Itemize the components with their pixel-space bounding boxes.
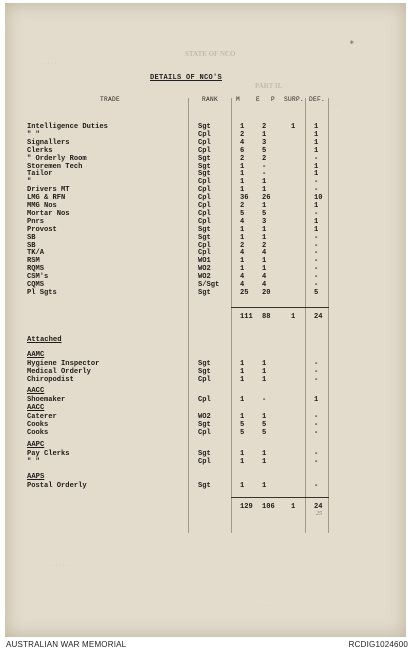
row-rank: Sgt (198, 162, 211, 171)
table-row (5, 289, 406, 297)
row-trade: LMG & RFN (27, 194, 66, 203)
row-m: 1 (240, 123, 245, 131)
subtotal-rule (231, 307, 329, 308)
row-p: 5 (262, 428, 267, 437)
table-row (5, 226, 406, 234)
row-trade: MMG Nos (27, 202, 57, 210)
row-rank: Sgt (198, 170, 211, 179)
table-row (5, 123, 406, 131)
table-row (5, 131, 406, 139)
row-def: - (314, 178, 319, 187)
row-p: 1 (262, 412, 267, 421)
table-row (5, 450, 406, 458)
row-trade: Pnrs (27, 217, 45, 226)
total-m: 129 (240, 503, 253, 511)
subtotal-row (5, 313, 406, 321)
row-def: 1 (314, 123, 319, 131)
row-p: 2 (262, 154, 267, 163)
row-def: 1 (314, 130, 319, 139)
table-row (5, 147, 406, 155)
table-row (5, 170, 406, 178)
page-title: DETAILS OF NCO'S (150, 74, 223, 82)
pencil-annotation: 25 (316, 511, 322, 517)
row-m: 5 (240, 420, 245, 429)
row-def: - (314, 257, 319, 266)
row-def: 1 (314, 138, 319, 147)
row-trade: Shoemaker (27, 395, 66, 404)
row-def: - (314, 481, 319, 490)
row-rank: WO2 (198, 265, 211, 274)
row-p: 2 (262, 241, 267, 250)
ghost-part-heading: PART II. (255, 82, 283, 90)
row-m: 4 (240, 273, 245, 282)
row-rank: Cpl (198, 249, 211, 258)
row-def: - (314, 273, 319, 282)
row-trade: CQMS (27, 281, 45, 289)
total-def: 24 (314, 503, 323, 511)
row-p: - (262, 170, 267, 179)
row-trade: Intelligence Duties (27, 123, 108, 131)
row-p: - (262, 395, 267, 404)
row-def: - (314, 241, 319, 250)
subtotal-surplus: 1 (291, 313, 296, 321)
row-def: - (314, 449, 319, 458)
total-rule (231, 497, 329, 498)
header-m: M (236, 96, 241, 103)
table-row (5, 163, 406, 171)
header-surplus: SURP. (284, 96, 305, 103)
row-m: 1 (240, 449, 245, 458)
row-trade: Pl Sgts (27, 288, 57, 297)
row-def: - (314, 281, 319, 289)
row-p: 1 (262, 202, 267, 210)
attached-label: Attached (27, 336, 62, 344)
row-rank: Cpl (198, 209, 211, 218)
row-def: 1 (314, 202, 319, 210)
row-surplus: 1 (291, 123, 296, 131)
row-trade: SB (27, 233, 36, 242)
row-def: - (314, 428, 319, 437)
row-p: 1 (262, 375, 267, 384)
row-m: 5 (240, 428, 245, 437)
row-rank: Sgt (198, 481, 211, 490)
row-def: - (314, 420, 319, 429)
row-p: 4 (262, 273, 267, 282)
table-row (5, 249, 406, 257)
row-rank: Cpl (198, 428, 211, 437)
header-p: P (271, 96, 276, 103)
ghost-text: · · · · · · · · · (45, 563, 75, 569)
table-row (5, 210, 406, 218)
row-p: 1 (262, 457, 267, 466)
table-row (5, 482, 406, 490)
row-def: 1 (314, 217, 319, 226)
row-rank: Sgt (198, 367, 211, 376)
row-trade: Cooks (27, 428, 49, 437)
footer-source: AUSTRALIAN WAR MEMORIAL (6, 640, 127, 649)
table-row (5, 265, 406, 273)
row-trade: CSM's (27, 273, 49, 282)
group-label: AAPC (27, 441, 45, 449)
row-def: 1 (314, 162, 319, 171)
row-def: - (314, 412, 319, 421)
row-p: - (262, 162, 267, 171)
table-row (5, 155, 406, 163)
row-def: - (314, 249, 319, 258)
row-m: 1 (240, 367, 245, 376)
row-m: 2 (240, 202, 245, 210)
row-p: 5 (262, 146, 267, 155)
row-m: 36 (240, 194, 249, 203)
header-trade: TRADE (100, 96, 121, 103)
row-rank: Cpl (198, 130, 211, 139)
row-trade: " " (27, 457, 40, 466)
table-row (5, 194, 406, 202)
row-rank: Cpl (198, 457, 211, 466)
row-p: 1 (262, 265, 267, 274)
row-trade: RQMS (27, 265, 45, 274)
row-m: 1 (240, 178, 245, 187)
row-def: 1 (314, 170, 319, 179)
table-row (5, 273, 406, 281)
row-rank: Cpl (198, 395, 211, 404)
subtotal-p: 88 (262, 313, 271, 321)
row-def: 1 (314, 225, 319, 234)
table-row (5, 413, 406, 421)
table-row (5, 257, 406, 265)
row-m: 4 (240, 138, 245, 147)
row-m: 6 (240, 146, 245, 155)
row-m: 2 (240, 241, 245, 250)
row-rank: Sgt (198, 154, 211, 163)
group-label: AACC (27, 387, 45, 395)
row-trade: Drivers MT (27, 186, 70, 195)
total-p: 106 (262, 503, 275, 511)
row-m: 4 (240, 281, 245, 289)
row-rank: Sgt (198, 225, 211, 234)
row-trade: Cooks (27, 420, 49, 429)
row-rank: Sgt (198, 123, 211, 131)
table-row (5, 178, 406, 186)
row-p: 1 (262, 367, 267, 376)
row-p: 3 (262, 138, 267, 147)
row-p: 5 (262, 209, 267, 218)
row-def: - (314, 186, 319, 195)
row-p: 4 (262, 249, 267, 258)
row-rank: Cpl (198, 138, 211, 147)
row-trade: Hygiene Inspector (27, 359, 100, 368)
row-def: - (314, 209, 319, 218)
row-rank: Cpl (198, 202, 211, 210)
row-rank: Cpl (198, 375, 211, 384)
row-trade: " (27, 178, 32, 187)
row-rank: Sgt (198, 288, 211, 297)
row-def: - (314, 154, 319, 163)
row-m: 1 (240, 359, 245, 368)
group-label: AAMC (27, 351, 45, 359)
row-trade: " " (27, 130, 40, 139)
row-trade: SB (27, 241, 36, 250)
table-row (5, 139, 406, 147)
row-m: 1 (240, 265, 245, 274)
row-trade: " Orderly Room (27, 154, 87, 163)
document-sheet (5, 3, 406, 637)
table-row (5, 234, 406, 242)
row-p: 5 (262, 420, 267, 429)
stamp-mark: ✻ (350, 39, 354, 46)
row-rank: Cpl (198, 194, 211, 203)
row-p: 1 (262, 359, 267, 368)
table-row (5, 429, 406, 437)
row-p: 1 (262, 449, 267, 458)
row-trade: Pay Clerks (27, 449, 70, 458)
row-p: 1 (262, 130, 267, 139)
row-m: 1 (240, 233, 245, 242)
row-p: 1 (262, 481, 267, 490)
row-def: - (314, 359, 319, 368)
row-m: 1 (240, 186, 245, 195)
ghost-state-heading: STATE OF NCO (185, 50, 236, 58)
row-trade: Signallers (27, 138, 70, 147)
row-rank: WO1 (198, 257, 211, 266)
ghost-text: · · · · · · (37, 61, 57, 67)
table-row (5, 368, 406, 376)
group-label: AAPS (27, 473, 45, 481)
table-row (5, 202, 406, 210)
row-trade: Mortar Nos (27, 209, 70, 218)
row-trade: TK/A (27, 249, 45, 258)
row-trade: Provost (27, 225, 57, 234)
table-row (5, 360, 406, 368)
row-p: 3 (262, 217, 267, 226)
row-m: 1 (240, 375, 245, 384)
row-rank: Cpl (198, 241, 211, 250)
row-m: 1 (240, 170, 245, 179)
row-m: 5 (240, 209, 245, 218)
row-trade: Tailor (27, 170, 53, 179)
table-row (5, 218, 406, 226)
table-row (5, 396, 406, 404)
row-rank: Cpl (198, 178, 211, 187)
row-def: 1 (314, 395, 319, 404)
row-rank: Cpl (198, 217, 211, 226)
table-row (5, 281, 406, 289)
ghost-text: · · · · · (325, 103, 341, 109)
total-row (5, 503, 406, 511)
row-trade: Chiropodist (27, 375, 74, 384)
row-p: 1 (262, 178, 267, 187)
row-p: 26 (262, 194, 271, 203)
row-rank: WO2 (198, 273, 211, 282)
row-m: 4 (240, 249, 245, 258)
row-m: 1 (240, 162, 245, 171)
subtotal-m: 111 (240, 313, 253, 321)
row-m: 2 (240, 154, 245, 163)
table-row (5, 376, 406, 384)
row-m: 25 (240, 288, 249, 297)
row-def: 1 (314, 146, 319, 155)
row-m: 1 (240, 412, 245, 421)
row-rank: Cpl (198, 186, 211, 195)
row-rank: Sgt (198, 420, 211, 429)
table-row (5, 186, 406, 194)
row-m: 1 (240, 257, 245, 266)
row-p: 1 (262, 257, 267, 266)
row-p: 20 (262, 288, 271, 297)
footer-id: RCDIG1024600 (348, 640, 408, 649)
table-row (5, 242, 406, 250)
row-def: - (314, 457, 319, 466)
ghost-text: · · · · · (255, 603, 271, 609)
row-trade: Medical Orderly (27, 367, 91, 376)
row-p: 1 (262, 233, 267, 242)
row-p: 2 (262, 123, 267, 131)
row-m: 1 (240, 225, 245, 234)
header-e: E (256, 96, 261, 103)
row-rank: Sgt (198, 449, 211, 458)
row-def: 5 (314, 288, 319, 297)
row-trade: Storemen Tech (27, 162, 83, 171)
row-m: 1 (240, 457, 245, 466)
row-m: 1 (240, 395, 245, 404)
table-row (5, 458, 406, 466)
table-row (5, 421, 406, 429)
group-label: AACC (27, 404, 45, 412)
row-def: - (314, 375, 319, 384)
row-rank: S/Sgt (198, 281, 220, 289)
row-m: 4 (240, 217, 245, 226)
row-def: - (314, 367, 319, 376)
header-rank: RANK (202, 96, 219, 103)
total-surplus: 1 (291, 503, 296, 511)
row-rank: Sgt (198, 233, 211, 242)
row-m: 2 (240, 130, 245, 139)
row-def: - (314, 233, 319, 242)
row-trade: Caterer (27, 412, 57, 421)
row-p: 4 (262, 281, 267, 289)
row-trade: Postal Orderly (27, 481, 87, 490)
header-def: DEF. (309, 96, 326, 103)
row-rank: WO2 (198, 412, 211, 421)
row-def: - (314, 265, 319, 274)
row-rank: Cpl (198, 146, 211, 155)
row-m: 1 (240, 481, 245, 490)
row-rank: Sgt (198, 359, 211, 368)
row-trade: Clerks (27, 146, 53, 155)
row-def: 10 (314, 194, 323, 203)
row-trade: RSM (27, 257, 40, 266)
row-p: 1 (262, 186, 267, 195)
subtotal-def: 24 (314, 313, 323, 321)
row-p: 1 (262, 225, 267, 234)
